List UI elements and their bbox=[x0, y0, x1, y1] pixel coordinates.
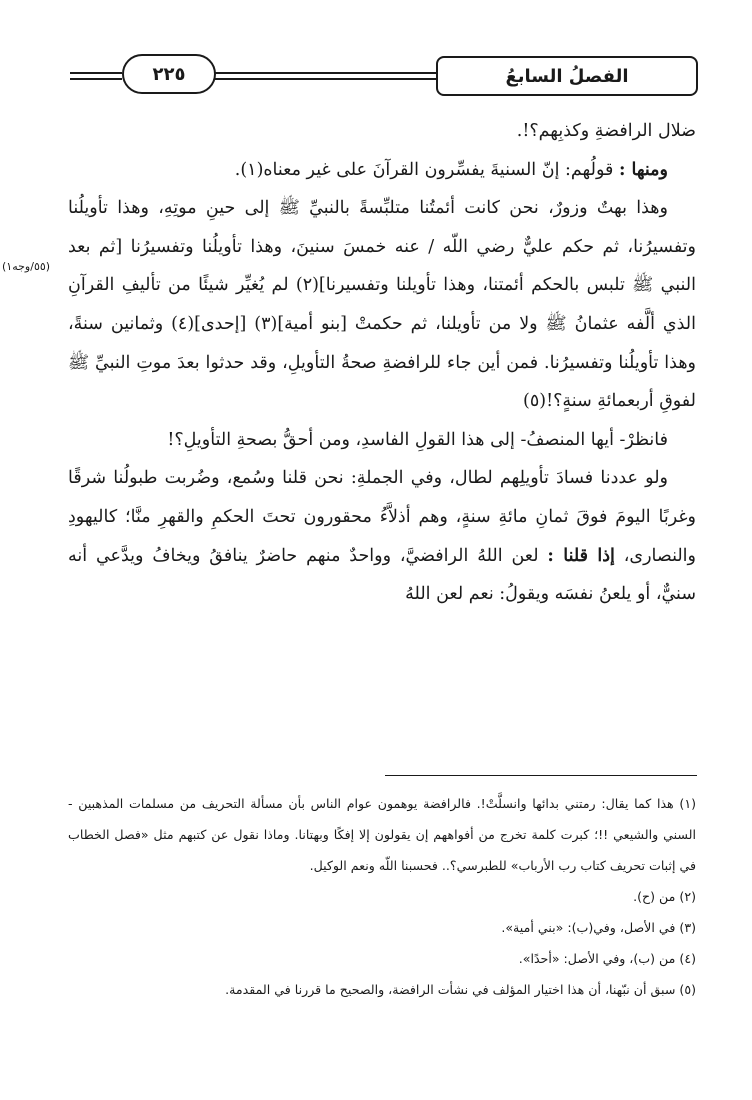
paragraph-2-text: قولُهم: إنّ السنيةَ يفسِّرون القرآنَ على غير معناه(١). bbox=[234, 159, 614, 180]
footnote-5: (٥) سبق أن نبّهنا، أن هذا اختيار المؤلف في نشأت الرافضة، والصحيح ما قررنا في المقدمة. bbox=[225, 982, 696, 997]
footnote-2: (٢) من (ح). bbox=[633, 889, 696, 904]
paragraph-5-part-a: ولو عددنا فسادَ تأويلِهم لطال، وفي الجملةِ: نحن قلنا وسُمع، وضُربت طبولُنا شرقًا وغربًا اليومَ فوقَ ثمانِ مائةِ سنةٍ، وهم أذلاَّءُ محقورون تحتَ الحكمِ والقهرِ منَّا؛ كاليهودِ والنصارى، bbox=[68, 468, 696, 566]
paragraph-2-lead: ومنها : bbox=[618, 159, 668, 180]
header-rule-middle bbox=[212, 72, 436, 74]
paragraph-4: فانظرْ- أيها المنصفُ- إلى هذا القولِ الفاسدِ، ومن أحقُّ بصحةِ التأويلِ؟! bbox=[167, 429, 668, 450]
chapter-title: الفصلُ السابعُ bbox=[436, 56, 698, 96]
paragraph-2 bbox=[68, 151, 696, 190]
footnotes bbox=[68, 788, 696, 1005]
header-rule-left bbox=[70, 72, 122, 74]
footnote-divider bbox=[385, 775, 697, 776]
main-text bbox=[68, 112, 696, 614]
paragraph-3: وهذا بهتٌ وزورٌ، نحن كانت أئمتُنا متلبِّسةً بالنبيِّ ﷺ إلى حينِ موتِهِ، وهذا تأويلُنا وتفسيرُنا، ثم حكم عليٌّ رضي اللّه / عنه خمسَ سنينَ، وهذا تأويلُنا وتفسيرُنا [ثم بعد النبي ﷺ تلبس بالحكم أئمتنا، وهذا تأويلنا وتفسيرنا](٢) لم يُغيِّر شيئًا من تأليفِ القرآنِ الذي ألَّفه عثمانُ ﷺ ولا من تأويلنا، ثم حكمتْ [بنو أمية](٣) [إحدى](٤) وثمانين سنةً، وهذا تأويلُنا وتفسيرُنا. فمن أين جاء للرافضةِ صحةُ التأويلِ، وقد حدثوا بعدَ موتِ النبيِّ ﷺ لفوقِ أربعمائةِ سنةٍ؟!(٥) bbox=[68, 198, 697, 412]
footnote-1: (١) هذا كما يقال: رمتني بدائها وانسلَّتْ!. فالرافضة يوهمون عوام الناس بأن مسألة التحريف من مسلمات المذهبين - السني والشيعي !!؛ كبرت كلمة تخرج من أفواههم إن يقولون إلا إفكًا وبهتانا. وماذا نقول عن كتبهم مثل «فصل الخطاب في إثبات تحريف كتاب رب الأرباب» للطبرسي؟.. فحسبنا اللّه ونعم الوكيل. bbox=[68, 796, 696, 873]
margin-note: (٥٥/وجه١) bbox=[2, 260, 51, 273]
paragraph-1: ضلال الرافضةِ وكذبِهم؟!. bbox=[516, 121, 696, 141]
header-rule-left-2 bbox=[70, 78, 122, 80]
paragraph-5-part-b: لعن اللهُ الرافضيَّ، وواحدٌ منهم حاضرٌ ينافقُ ويخافُ ويدَّعي أنه سنيٌّ، أو يلعنُ نفسَه ويقولُ: نعم لعن اللهُ bbox=[68, 545, 696, 605]
page-number: ٢٢٥ bbox=[122, 54, 216, 94]
paragraph-5 bbox=[68, 459, 696, 613]
paragraph-5-lead: إذا قلنا : bbox=[547, 545, 615, 566]
footnote-4: (٤) من (ب)، وفي الأصل: «أحدًا». bbox=[518, 951, 696, 966]
page-header bbox=[70, 48, 694, 98]
footnote-3: (٣) في الأصل، وفي(ب): «بني أمية». bbox=[501, 920, 696, 935]
header-rule-middle-2 bbox=[212, 78, 436, 80]
